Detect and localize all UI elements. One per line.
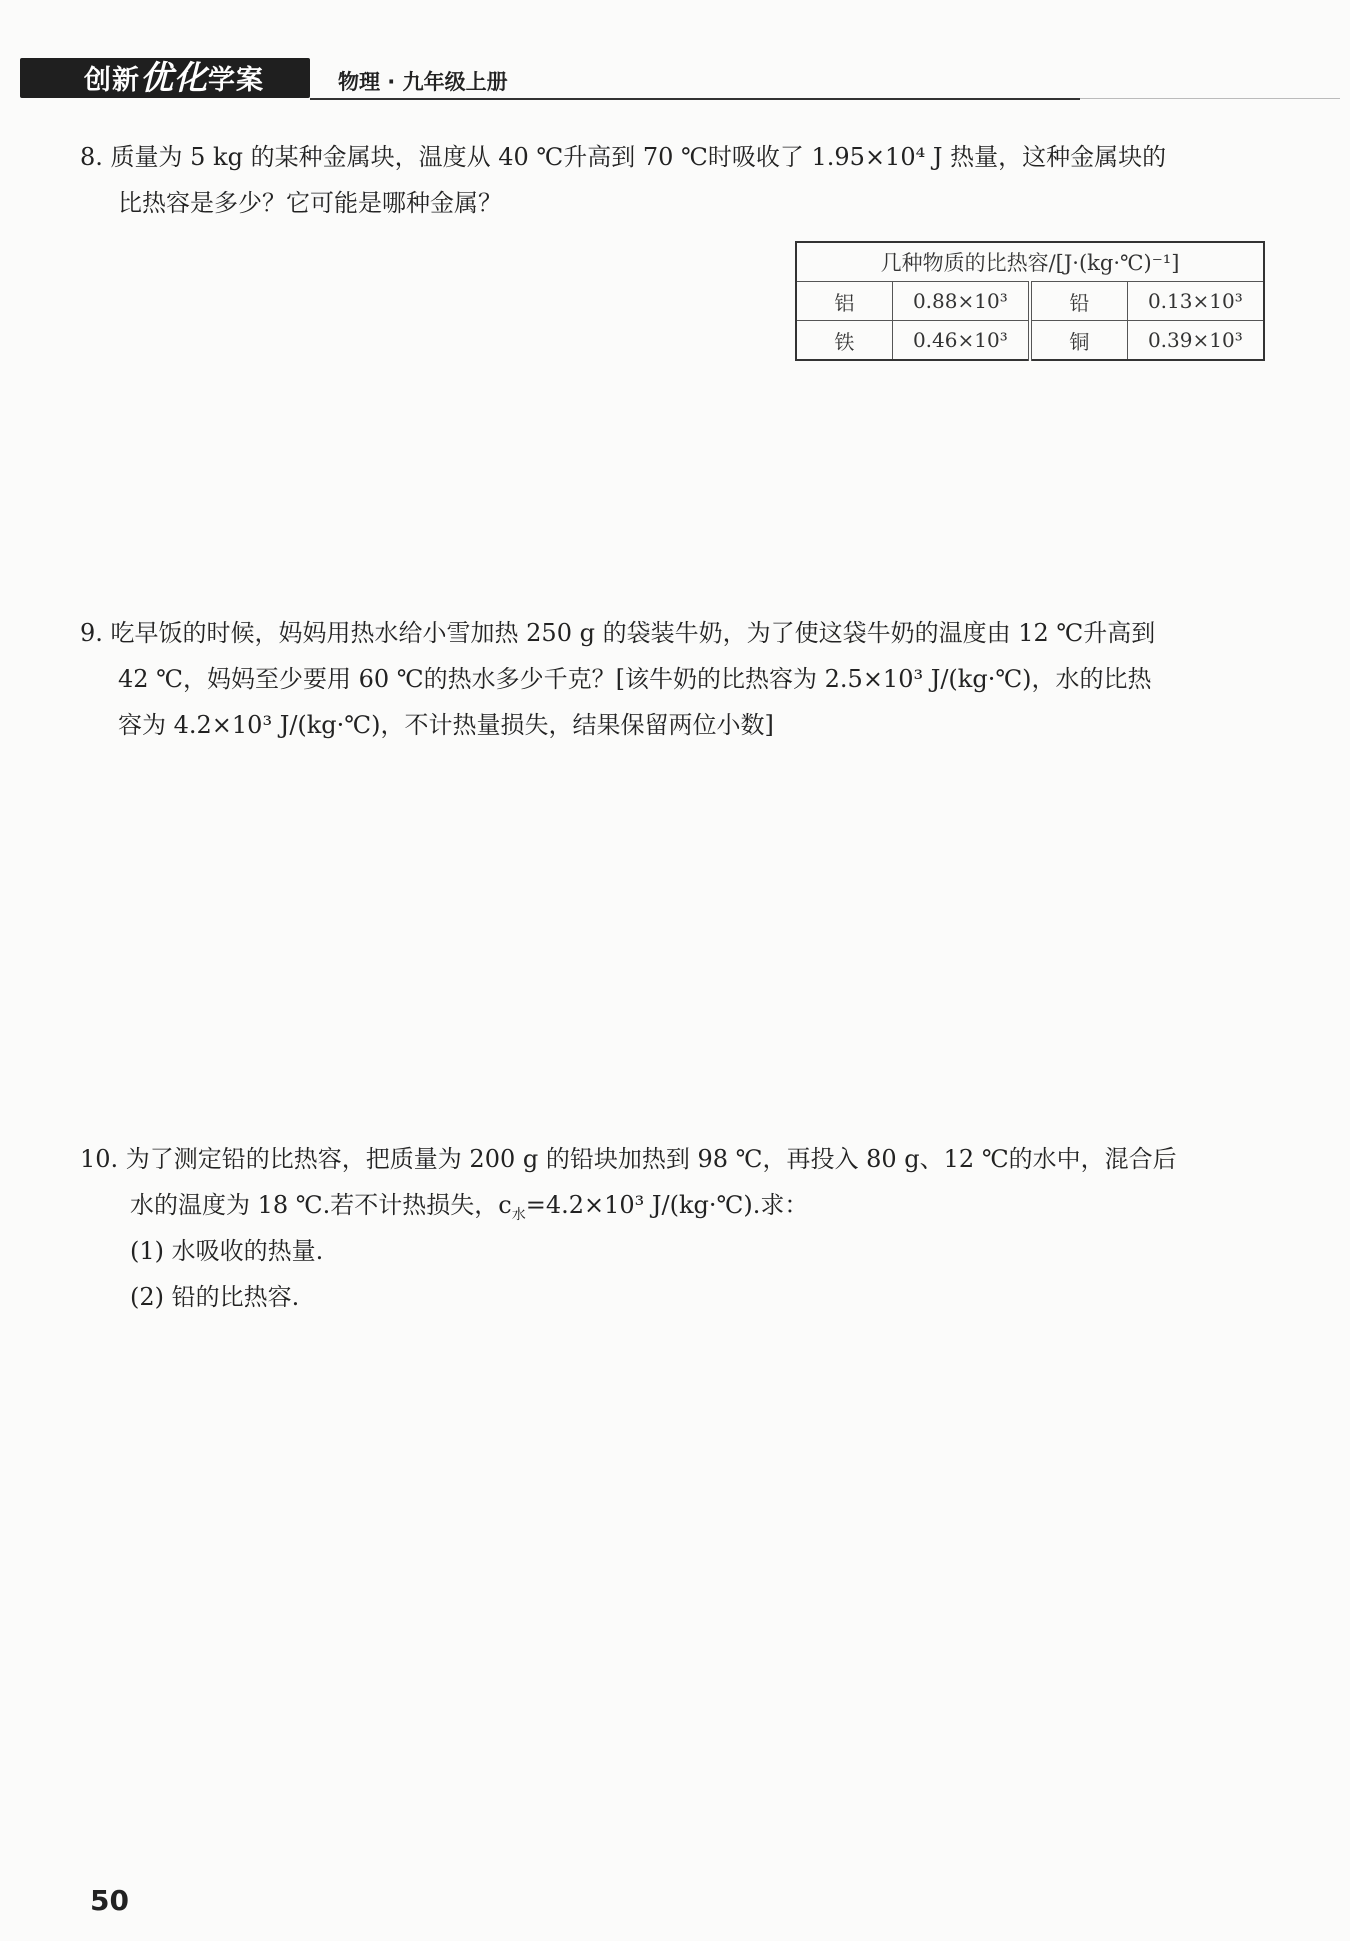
table-caption: 几种物质的比热容/[J·(kg·℃)⁻¹]: [796, 242, 1264, 282]
table-cell-value: 0.39×10³: [1127, 321, 1264, 361]
question-10-line-2-b: =4.2×10³ J/(kg·℃).求：: [525, 1191, 809, 1219]
question-9: [80, 610, 1266, 748]
specific-heat-table: [795, 241, 1265, 361]
water-subscript: 水: [511, 1206, 526, 1223]
question-10-sub-2: (2) 铅的比热容.: [130, 1283, 300, 1311]
brand-suffix: 学案: [208, 65, 264, 96]
question-9-line-1: 9. 吃早饭的时候，妈妈用热水给小雪加热 250 g 的袋装牛奶，为了使这袋牛奶的温度由 12 ℃升高到: [80, 619, 1156, 647]
question-10: [80, 1136, 1266, 1320]
table-cell-value: 0.88×10³: [892, 282, 1030, 321]
table-cell-material: 铜: [1030, 321, 1127, 361]
table-cell-material: 铝: [796, 282, 892, 321]
question-8-line-1: 8. 质量为 5 kg 的某种金属块，温度从 40 ℃升高到 70 ℃时吸收了 1.95×10⁴ J 热量，这种金属块的: [80, 143, 1167, 171]
question-10-sub-1: (1) 水吸收的热量.: [130, 1237, 324, 1265]
brand-emphasis: 优化: [140, 58, 208, 97]
book-subject: 物理 · 九年级上册: [338, 70, 508, 94]
question-8-line-2: 比热容是多少？它可能是哪种金属？: [118, 189, 502, 217]
question-10-line-2: [80, 1182, 1266, 1228]
table-cell-value: 0.13×10³: [1127, 282, 1264, 321]
question-9-line-2: 42 ℃，妈妈至少要用 60 ℃的热水多少千克？[该牛奶的比热容为 2.5×10³ J/(kg·℃)，水的比热: [118, 665, 1152, 693]
question-8: [80, 134, 1266, 226]
table-cell-material: 铁: [796, 321, 892, 361]
header-rule-fade: [1080, 98, 1340, 99]
header-rule: [310, 98, 1080, 100]
page-header: [20, 58, 1340, 102]
question-9-line-3: 容为 4.2×10³ J/(kg·℃)，不计热量损失，结果保留两位小数]: [118, 711, 774, 739]
brand-prefix: 创新: [84, 65, 140, 96]
question-10-line-1: 10. 为了测定铅的比热容，把质量为 200 g 的铅块加热到 98 ℃，再投入 80 g、12 ℃的水中，混合后: [80, 1145, 1177, 1173]
brand-bar: [20, 58, 310, 98]
page-number: 50: [90, 1884, 129, 1917]
question-10-line-2-a: 水的温度为 18 ℃.若不计热损失，c: [130, 1191, 512, 1219]
table-row: [796, 321, 1264, 361]
table-row: [796, 282, 1264, 321]
table-cell-material: 铅: [1030, 282, 1127, 321]
table-cell-value: 0.46×10³: [892, 321, 1030, 361]
brand-logo: [84, 60, 264, 96]
